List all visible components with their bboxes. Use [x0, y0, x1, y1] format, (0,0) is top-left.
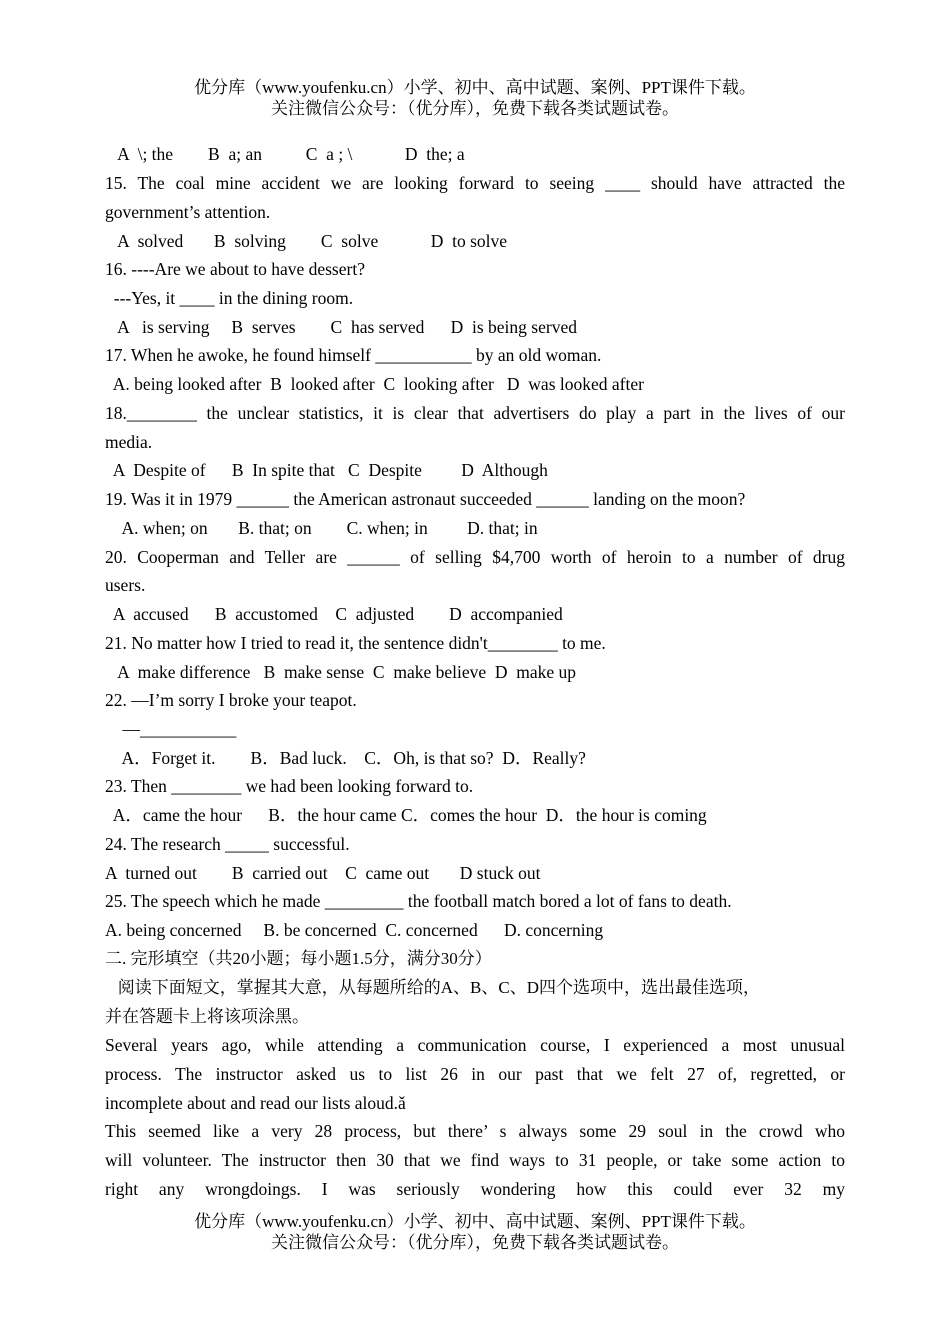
q17-stem: 17. When he awoke, he found himself ___________ by an old woman. — [105, 345, 602, 365]
cloze-instructions-cont: 并在答题卡上将该项涂黑。 — [105, 1007, 309, 1026]
q25-options: A. being concerned B. be concerned C. concerned D. concerning — [105, 920, 604, 940]
page-header — [0, 77, 950, 119]
q23-options: A．came the hour B．the hour came C．comes the hour D．the hour is coming — [105, 805, 707, 825]
q18-stem-cont: media. — [105, 432, 153, 452]
passage-line-6: right any wrongdoings. I was seriously wondering how this could ever 32 my — [105, 1179, 845, 1199]
footer-line-2: 关注微信公众号：（优分库），免费下载各类试题试卷。 — [271, 1233, 679, 1252]
q25-stem: 25. The speech which he made _________ the football match bored a lot of fans to death. — [105, 891, 732, 911]
section-cloze-title: 二. 完形填空（共20小题；每小题1.5分，满分30分） — [105, 949, 492, 968]
q15-stem-cont: government’s attention. — [105, 202, 271, 222]
header-line-1: 优分库（www.youfenku.cn）小学、初中、高中试题、案例、PPT课件下载。 — [194, 78, 756, 97]
q22-stem: 22. —I’m sorry I broke your teapot. — [105, 690, 357, 710]
page-footer — [0, 1211, 950, 1253]
passage-line-1: Several years ago, while attending a communication course, I experienced a most unusual — [105, 1035, 845, 1055]
q23-stem: 23. Then ________ we had been looking forward to. — [105, 776, 474, 796]
q16-options: A is serving B serves C has served D is being served — [105, 317, 577, 337]
q17-options: A. being looked after B looked after C looking after D was looked after — [105, 374, 644, 394]
q16-reply: ---Yes, it ____ in the dining room. — [105, 288, 354, 308]
passage-line-3: incomplete about and read our lists aloud.ǎ — [105, 1093, 406, 1113]
q24-options: A turned out B carried out C came out D stuck out — [105, 863, 541, 883]
q18-stem: 18.________ the unclear statistics, it is clear that advertisers do play a part in the lives of our — [105, 403, 845, 423]
q21-options: A make difference B make sense C make believe D make up — [105, 662, 577, 682]
q18-options: A Despite of B In spite that C Despite D Although — [105, 460, 548, 480]
q24-stem: 24. The research _____ successful. — [105, 834, 350, 854]
q20-stem-cont: users. — [105, 575, 146, 595]
q19-stem: 19. Was it in 1979 ______ the American astronaut succeeded ______ landing on the moon? — [105, 489, 746, 509]
q15-options: A solved B solving C solve D to solve — [105, 231, 508, 251]
q19-options: A. when; on B. that; on C. when; in D. that; in — [105, 518, 538, 538]
footer-line-1: 优分库（www.youfenku.cn）小学、初中、高中试题、案例、PPT课件下载。 — [194, 1212, 756, 1231]
header-line-2: 关注微信公众号：（优分库），免费下载各类试题试卷。 — [271, 99, 679, 118]
q20-stem: 20. Cooperman and Teller are ______ of selling $4,700 worth of heroin to a number of drug — [105, 547, 845, 567]
passage-line-4: This seemed like a very 28 process, but there’ s always some 29 soul in the crowd who — [105, 1121, 845, 1141]
cloze-instructions: 阅读下面短文，掌握其大意，从每题所给的A、B、C、D四个选项中，选出最佳选项， — [105, 978, 760, 997]
passage-line-5: will volunteer. The instructor then 30 that we find ways to 31 people, or take some action to — [105, 1150, 845, 1170]
q14-options: A \; the B a; an C a ; \ D the; a — [105, 144, 465, 164]
q20-options: A accused B accustomed C adjusted D accompanied — [105, 604, 563, 624]
q16-stem: 16. ----Are we about to have dessert? — [105, 259, 365, 279]
q21-stem: 21. No matter how I tried to read it, the sentence didn't________ to me. — [105, 633, 606, 653]
q15-stem: 15. The coal mine accident we are looking forward to seeing ____ should have attracted the — [105, 173, 845, 193]
passage-line-2: process. The instructor asked us to list 26 in our past that we felt 27 of, regretted, or — [105, 1064, 845, 1084]
q22-options: A．Forget it. B．Bad luck. C．Oh, is that so? D．Really? — [105, 748, 586, 768]
q22-reply: —___________ — [105, 719, 237, 739]
